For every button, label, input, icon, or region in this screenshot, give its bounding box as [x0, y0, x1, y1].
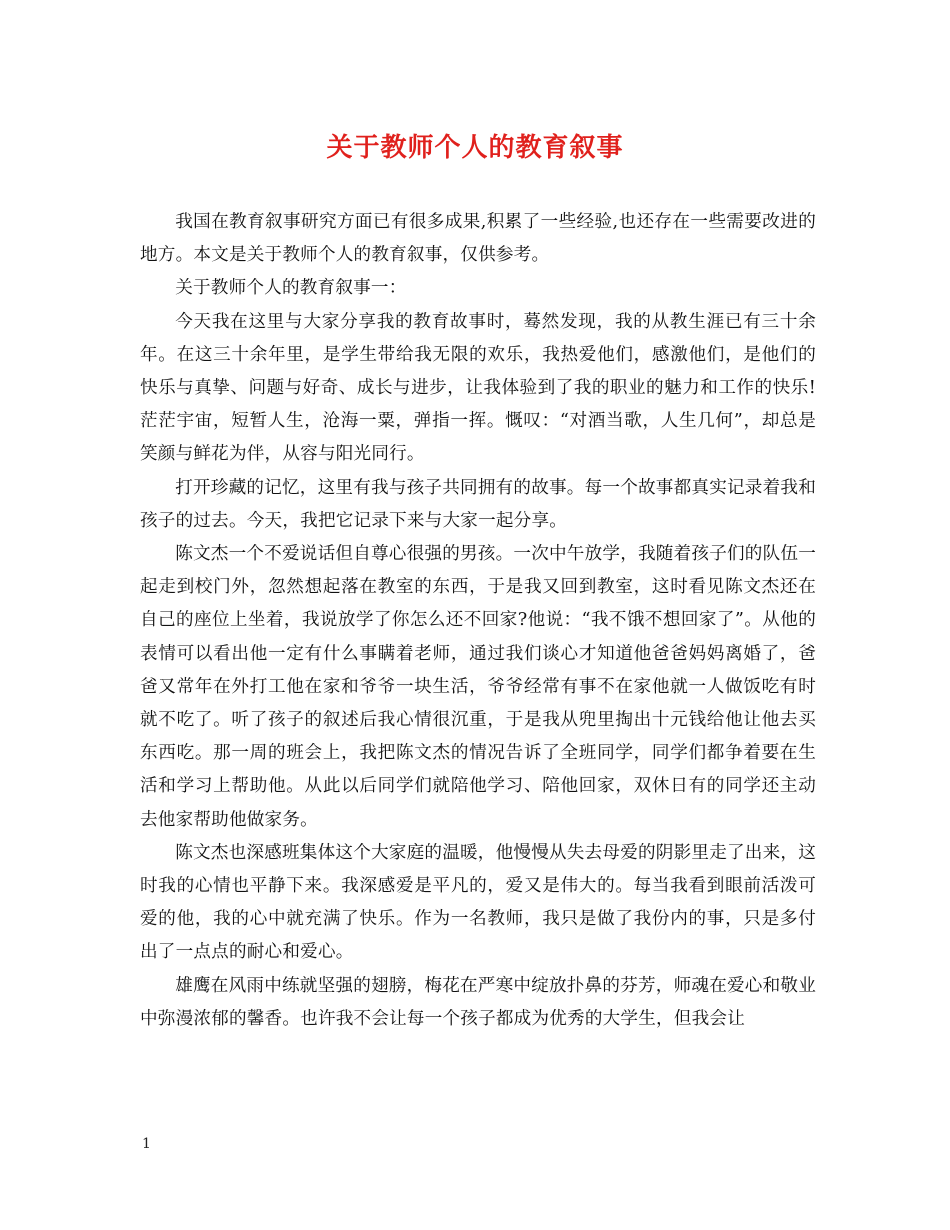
paragraph-career: 今天我在这里与大家分享我的教育故事时，蓦然发现，我的从教生涯已有三十余年。在这三十余年里，是学生带给我无限的欢乐，我热爱他们，感激他们，是他们的快乐与真挚、问题与好奇、成长与进步，让我体验到了我的职业的魅力和工作的快乐!茫茫宇宙，短暂人生，沧海一粟，弹指一挥。慨叹：“对酒当歌，人生几何”，却总是笑颜与鲜花为伴，从容与阳光同行。: [140, 311, 816, 465]
document-body: [140, 206, 816, 1036]
paragraph-eagle: 雄鹰在风雨中练就坚强的翅膀，梅花在严寒中绽放扑鼻的芬芳，师魂在爱心和敬业中弥漫浓郁的馨香。也许我不会让每一个孩子都成为优秀的大学生，但我会让: [140, 975, 816, 1029]
page-number: 1: [142, 1136, 151, 1152]
paragraph-memories: 打开珍藏的记忆，这里有我与孩子共同拥有的故事。每一个故事都真实记录着我和孩子的过去。今天，我把它记录下来与大家一起分享。: [140, 477, 816, 531]
paragraph-intro: 我国在教育叙事研究方面已有很多成果,积累了一些经验,也还存在一些需要改进的地方。本文是关于教师个人的教育叙事，仅供参考。: [140, 212, 816, 266]
paragraph-chen-wenjie-story: 陈文杰一个不爱说话但自尊心很强的男孩。一次中午放学，我随着孩子们的队伍一起走到校门外，忽然想起落在教室的东西，于是我又回到教室，这时看见陈文杰还在自己的座位上坐着，我说放学了你怎么还不回家?他说：“我不饿不想回家了”。从他的表情可以看出他一定有什么事瞒着老师，通过我们谈心才知道他爸爸妈妈离婚了，爸爸又常年在外打工他在家和爷爷一块生活，爷爷经常有事不在家他就一人做饭吃有时就不吃了。听了孩子的叙述后我心情很沉重，于是我从兜里掏出十元钱给他让他去买东西吃。那一周的班会上，我把陈文杰的情况告诉了全班同学，同学们都争着要在生活和学习上帮助他。从此以后同学们就陪他学习、陪他回家，双休日有的同学还主动去他家帮助他做家务。: [140, 544, 816, 830]
paragraph-section-heading: 关于教师个人的教育叙事一：: [175, 278, 407, 299]
document-title: 关于教师个人的教育叙事: [326, 133, 624, 163]
paragraph-class-warmth: 陈文杰也深感班集体这个大家庭的温暖，他慢慢从失去母爱的阴影里走了出来，这时我的心情也平静下来。我深感爱是平凡的，爱又是伟大的。每当我看到眼前活泼可爱的他，我的心中就充满了快乐。作为一名教师，我只是做了我份内的事，只是多付出了一点点的耐心和爱心。: [140, 842, 816, 963]
